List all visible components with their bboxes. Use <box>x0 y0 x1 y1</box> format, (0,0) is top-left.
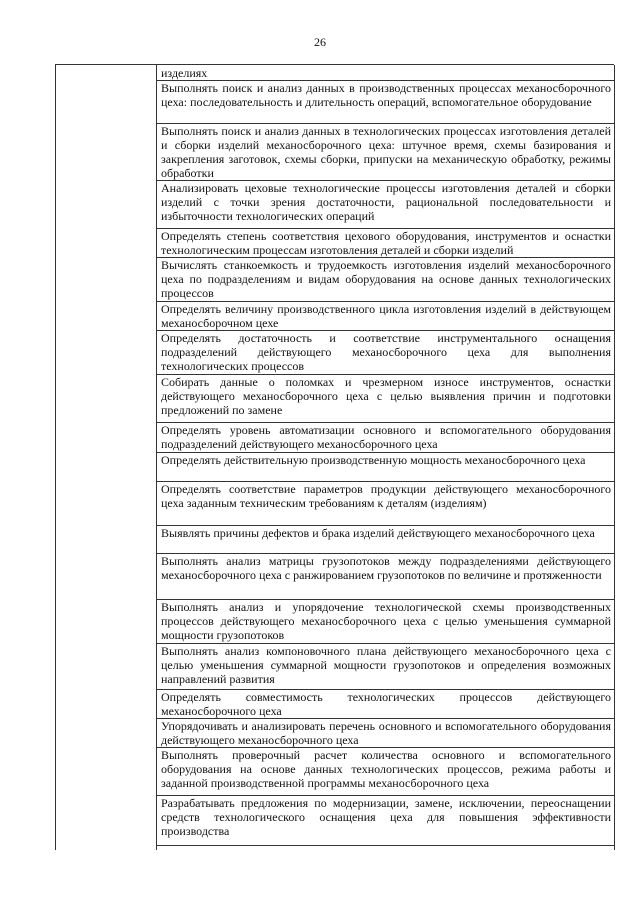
table-row: Определять совместимость технологических процессов действующего механосборочного цеха <box>157 690 614 719</box>
table-row: Определять соответствие параметров продукции действующего механосборочного цеха заданным техническим требованиям к деталям (изделиям) <box>157 482 614 526</box>
table-row: Определять величину производственного цикла изготовления изделий в действующем механосборочном цехе <box>157 302 614 331</box>
skills-table <box>55 64 614 850</box>
table-row: Анализировать цеховые технологические процессы изготовления деталей и сборки изделий с точки зрения достаточности, рациональной последовательности и избыточности технологических операций <box>157 181 614 229</box>
table-row: Вычислять станкоемкость и трудоемкость изготовления изделий механосборочного цеха по подразделениям и видам оборудования на основе данных технологических процессов <box>157 258 614 302</box>
page-number: 26 <box>314 35 326 49</box>
table-row: Выполнять проверочный расчет количества основного и вспомогательного оборудования на основе данных технологических процессов, режима работы и заданной производственной программы механосборочного цеха <box>157 748 614 796</box>
table-row: Определять уровень автоматизации основного и вспомогательного оборудования подразделений действующего механосборочного цеха <box>157 423 614 453</box>
table-row: Выполнять анализ компоновочного плана действующего механосборочного цеха с целью уменьшения суммарной мощности грузопотоков и определения возможных направлений развития <box>157 644 614 690</box>
table-row: Выполнять поиск и анализ данных в производственных процессах механосборочного цеха: последовательность и длительность операций, вспомогательное оборудование <box>157 81 614 124</box>
table-row: Определять действительную производственную мощность механосборочного цеха <box>157 453 614 482</box>
table-row: Упорядочивать и анализировать перечень основного и вспомогательного оборудования действующего механосборочного цеха <box>157 719 614 748</box>
table-row: изделиях <box>157 65 614 81</box>
table-row: Выполнять анализ матрицы грузопотоков между подразделениями действующего механосборочного цеха с ранжированием грузопотоков по величине и протяженности <box>157 554 614 600</box>
table-row: Разрабатывать предложения по модернизации, замене, исключении, переоснащении средств технологического оснащения цеха для повышения эффективности производства <box>157 796 614 846</box>
table-row: Выполнять анализ и упорядочение технологической схемы производственных процессов действующего механосборочного цеха с целью уменьшения суммарной мощности грузопотоков <box>157 600 614 644</box>
table-right-column <box>157 65 615 850</box>
table-row: Определять степень соответствия цехового оборудования, инструментов и оснастки технологическим процессам изготовления деталей и сборки изделий <box>157 229 614 258</box>
table-row: Выявлять причины дефектов и брака изделий действующего механосборочного цеха <box>157 526 614 554</box>
table-row: Выполнять поиск и анализ данных в технологических процессах изготовления деталей и сборки изделий механосборочного цеха: штучное время, схемы базирования и закрепления заготовок, схемы сборки, припуски на механическую обработку, режимы обработки <box>157 124 614 181</box>
table-row: Собирать данные о поломках и чрезмерном износе инструментов, оснастки действующего механосборочного цеха с целью выявления причин и подготовки предложений по замене <box>157 375 614 423</box>
table-left-column <box>56 65 157 850</box>
table-row: Определять достаточность и соответствие инструментального оснащения подразделений действующего механосборочного цеха для выполнения технологических процессов <box>157 331 614 375</box>
